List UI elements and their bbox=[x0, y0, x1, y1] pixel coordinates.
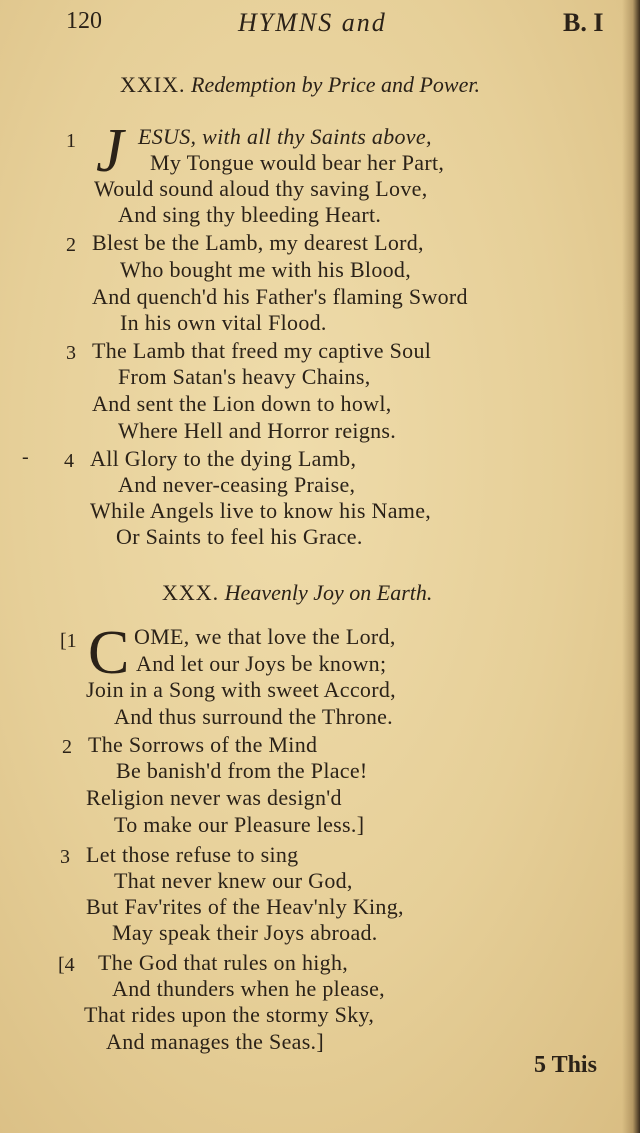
verse-line: All Glory to the dying Lamb, bbox=[90, 446, 357, 471]
verse-line: And thunders when he please, bbox=[112, 976, 385, 1001]
verse-line: In his own vital Flood. bbox=[120, 310, 327, 335]
margin-mark: - bbox=[22, 446, 29, 468]
verse-line: While Angels live to know his Name, bbox=[90, 498, 432, 523]
verse-line: And manages the Seas.] bbox=[106, 1029, 324, 1054]
verse-number: 2 bbox=[66, 234, 76, 256]
verse-line: My Tongue would bear her Part, bbox=[150, 150, 445, 175]
verse-line: OME, we that love the Lord, bbox=[134, 624, 396, 649]
verse-line: That never knew our God, bbox=[114, 868, 353, 893]
verse-line: And quench'd his Father's flaming Sword bbox=[92, 284, 468, 309]
verse-line: And sing thy bleeding Heart. bbox=[118, 202, 382, 227]
verse-line: Who bought me with his Blood, bbox=[120, 257, 412, 282]
verse-number: 3 bbox=[66, 342, 76, 364]
hymn-subtitle: Redemption by Price and Power. bbox=[191, 72, 480, 97]
verse-line: Be banish'd from the Place! bbox=[116, 758, 368, 783]
verse-line: ESUS, with all thy Saints above, bbox=[138, 124, 432, 149]
hymn-title-30 bbox=[162, 580, 432, 606]
running-title: HYMNS and bbox=[238, 8, 387, 37]
verse-number: [4 bbox=[58, 954, 75, 976]
verse-line: Where Hell and Horror reigns. bbox=[118, 418, 397, 443]
verse-line: May speak their Joys abroad. bbox=[112, 920, 378, 945]
verse-line: The Lamb that freed my captive Soul bbox=[92, 338, 432, 363]
verse-line: The God that rules on high, bbox=[98, 950, 349, 975]
verse-line: Religion never was design'd bbox=[86, 785, 342, 810]
verse-line: But Fav'rites of the Heav'nly King, bbox=[86, 894, 404, 919]
verse-line: Join in a Song with sweet Accord, bbox=[86, 677, 396, 702]
drop-cap: J bbox=[96, 117, 124, 185]
verse-line: And never-ceasing Praise, bbox=[118, 472, 356, 497]
verse-line: Would sound aloud thy saving Love, bbox=[94, 176, 428, 201]
verse-number: 1 bbox=[66, 130, 76, 152]
verse-number: 2 bbox=[62, 736, 72, 758]
hymn-number: XXX. bbox=[162, 580, 220, 605]
verse-line: Or Saints to feel his Grace. bbox=[116, 524, 363, 549]
verse-line: From Satan's heavy Chains, bbox=[118, 364, 371, 389]
verse-line: Blest be the Lamb, my dearest Lord, bbox=[92, 230, 424, 255]
drop-cap: C bbox=[88, 619, 130, 687]
verse-number: 3 bbox=[60, 846, 70, 868]
verse-line: The Sorrows of the Mind bbox=[88, 732, 318, 757]
book-marker: B. I bbox=[563, 8, 604, 37]
verse-number: [1 bbox=[60, 630, 77, 652]
verse-line: To make our Pleasure less.] bbox=[114, 812, 365, 837]
hymn-subtitle: Heavenly Joy on Earth. bbox=[224, 580, 433, 605]
verse-line: And thus surround the Throne. bbox=[114, 704, 393, 729]
verse-line: That rides upon the stormy Sky, bbox=[84, 1002, 375, 1027]
verse-line: And let our Joys be known; bbox=[136, 651, 387, 676]
hymn-title-29 bbox=[120, 72, 480, 98]
verse-line: Let those refuse to sing bbox=[86, 842, 299, 867]
page-edge-shadow bbox=[622, 0, 640, 1133]
verse-number: 4 bbox=[64, 450, 74, 472]
page-header bbox=[0, 6, 640, 40]
verse-line: And sent the Lion down to howl, bbox=[92, 391, 392, 416]
hymn-number: XXIX. bbox=[120, 72, 186, 97]
catchword: 5 This bbox=[534, 1052, 597, 1078]
page-number: 120 bbox=[66, 8, 102, 34]
